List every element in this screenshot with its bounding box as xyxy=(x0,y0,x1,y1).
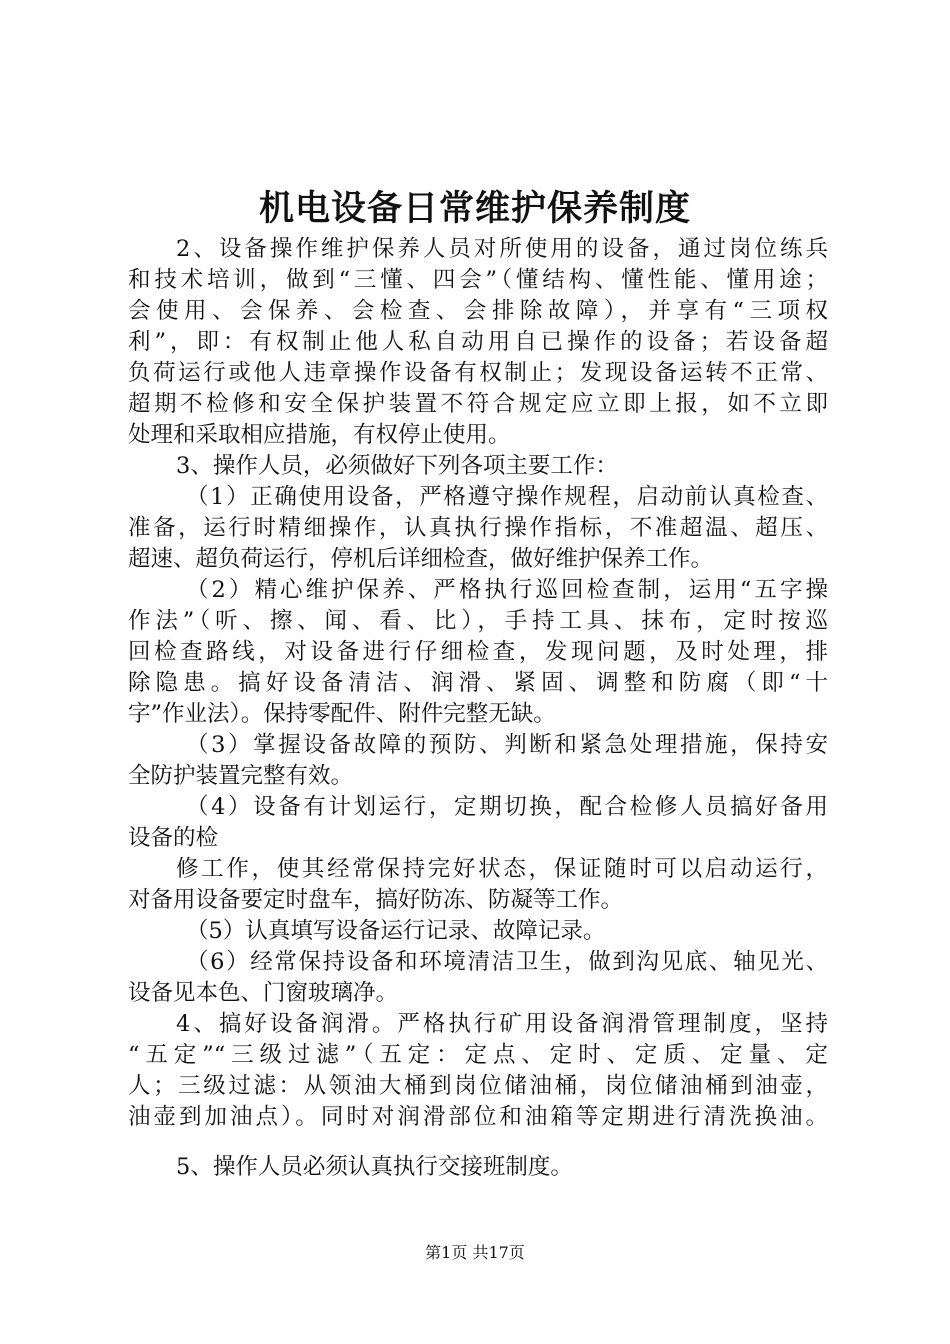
text-line: （3）掌握设备故障的预防、判断和紧急处理措施，保持安 xyxy=(186,732,828,758)
text-line: 人；三级过滤：从领油大桶到岗位储油桶，岗位储油桶到油壶， xyxy=(128,1073,828,1099)
text-line: 修工作，使其经常保持完好状态，保证随时可以启动运行， xyxy=(176,856,828,882)
text-line: 全防护装置完整有效。 xyxy=(128,763,354,789)
text-line: “五定”“三级过滤”（五定：定点、定时、定质、定量、定 xyxy=(128,1042,828,1068)
text-line: 准备，运行时精细操作，认真执行操作指标，不准超温、超压、 xyxy=(128,515,828,541)
text-line: 负荷运行或他人违章操作设备有权制止；发现设备运转不正常、 xyxy=(128,360,828,386)
text-line: 字”作业法）。保持零配件、附件完整无缺。 xyxy=(128,701,556,727)
text-line: （2）精心维护保养、严格执行巡回检查制，运用“五字操 xyxy=(186,577,828,603)
text-line: 回检查路线，对设备进行仔细检查，发现问题，及时处理，排 xyxy=(128,639,828,665)
text-line: 除隐患。搞好设备清洁、润滑、紧固、调整和防腐（即“十 xyxy=(128,670,828,696)
text-line: 油壶到加油点）。同时对润滑部位和油箱等定期进行清洗换油。 xyxy=(128,1104,828,1130)
text-line: 2、设备操作维护保养人员对所使用的设备，通过岗位练兵 xyxy=(176,236,828,262)
text-line: （5）认真填写设备运行记录、故障记录。 xyxy=(186,918,606,944)
text-line: 作法”（听、擦、闻、看、比），手持工具、抹布，定时按巡 xyxy=(128,608,828,634)
text-line: 会使用、会保养、会检查、会排除故障），并享有“三项权 xyxy=(128,298,828,324)
text-line: 处理和采取相应措施，有权停止使用。 xyxy=(128,422,511,448)
text-line: 利”，即：有权制止他人私自动用自已操作的设备；若设备超 xyxy=(128,329,828,355)
text-line: 设备的检 xyxy=(128,825,219,851)
text-line: （4）设备有计划运行，定期切换，配合检修人员搞好备用 xyxy=(186,794,828,820)
page-number: 第1页 共17页 xyxy=(425,1243,525,1262)
text-line: 和技术培训，做到“三懂、四会”（懂结构、懂性能、懂用途； xyxy=(128,267,828,293)
text-line: 对备用设备要定时盘车，搞好防冻、防凝等工作。 xyxy=(128,887,624,913)
document-title: 机电设备日常维护保养制度 xyxy=(258,188,691,229)
text-line: 超速、超负荷运行，停机后详细检查，做好维护保养工作。 xyxy=(128,546,714,572)
text-line: 3、操作人员，必须做好下列各项主要工作： xyxy=(176,453,618,479)
text-line: 设备见本色、门窗玻璃净。 xyxy=(128,980,399,1006)
text-line: 超期不检修和安全保护装置不符合规定应立即上报，如不立即 xyxy=(128,391,828,417)
text-line: 5、操作人员必须认真执行交接班制度。 xyxy=(176,1154,573,1180)
text-line: 4、搞好设备润滑。严格执行矿用设备润滑管理制度，坚持 xyxy=(176,1011,828,1037)
text-line: （1）正确使用设备，严格遵守操作规程，启动前认真检查、 xyxy=(186,484,828,510)
text-line: （6）经常保持设备和环境清洁卫生，做到沟见底、轴见光、 xyxy=(186,949,828,975)
document-body xyxy=(128,234,828,1183)
